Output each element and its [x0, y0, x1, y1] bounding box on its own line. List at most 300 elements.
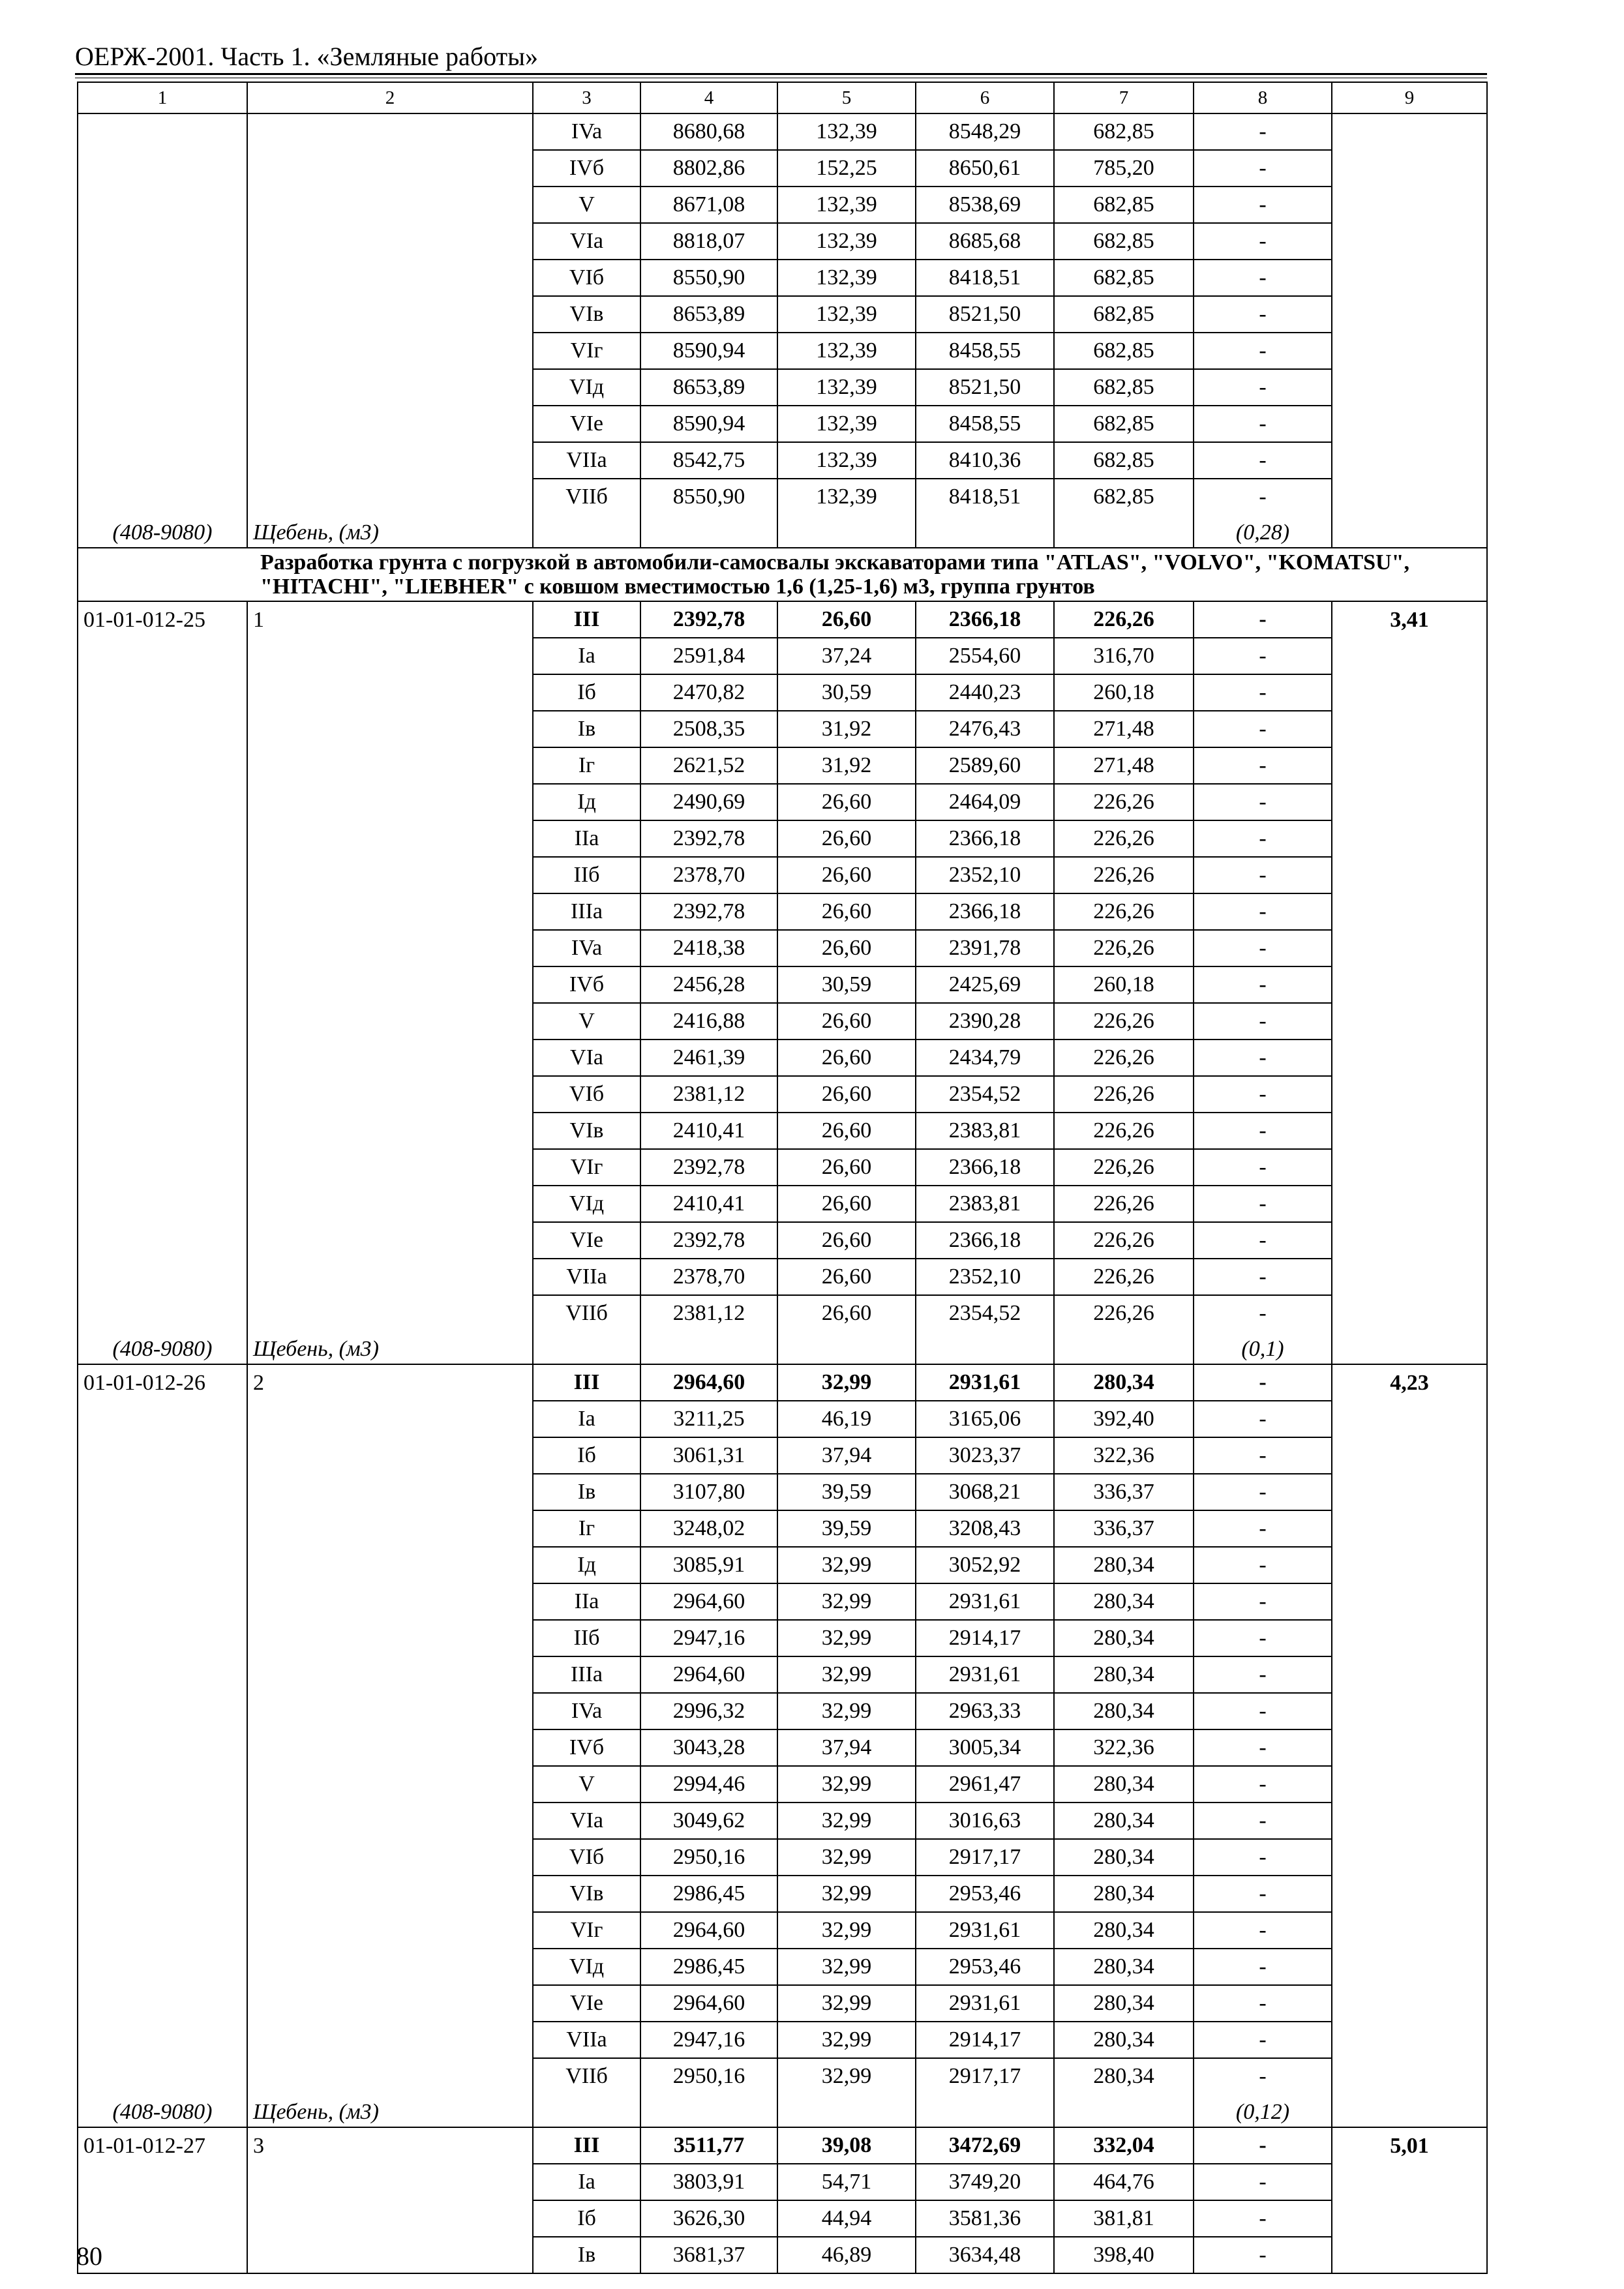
empty-cell [1332, 515, 1487, 548]
empty-cell [247, 2164, 533, 2200]
empty-cell [78, 784, 247, 820]
empty-cell [78, 1656, 247, 1693]
table-cell: 280,34 [1054, 1912, 1194, 1949]
table-cell: 132,39 [777, 260, 916, 296]
empty-cell [916, 515, 1054, 548]
table-cell: 2554,60 [916, 638, 1054, 674]
table-cell: 8550,90 [640, 479, 777, 515]
table-cell: 3085,91 [640, 1547, 777, 1583]
table-cell: 2392,78 [640, 893, 777, 930]
table-cell: 26,60 [777, 1222, 916, 1259]
table-cell: IVб [533, 966, 640, 1003]
table-cell: 54,71 [777, 2164, 916, 2200]
table-cell: Iб [533, 674, 640, 711]
table-cell: 2994,46 [640, 1766, 777, 1803]
empty-cell [640, 1331, 777, 1364]
column-header: 7 [1054, 82, 1194, 113]
column-header: 9 [1332, 82, 1487, 113]
empty-cell [78, 674, 247, 711]
table-cell: 39,59 [777, 1510, 916, 1547]
table-row [78, 1401, 1487, 1437]
item-col9: 5,01 [1332, 2127, 1487, 2164]
table-cell: - [1194, 857, 1332, 893]
table-row [78, 2200, 1487, 2237]
table-row [78, 1186, 1487, 1222]
table-cell: 2964,60 [640, 1583, 777, 1620]
section-title [78, 548, 1487, 601]
table-cell: VIe [533, 1222, 640, 1259]
table-cell: 2947,16 [640, 2022, 777, 2058]
empty-cell [916, 1331, 1054, 1364]
empty-cell [78, 638, 247, 674]
empty-cell [78, 1259, 247, 1295]
table-cell: 132,39 [777, 442, 916, 479]
table-cell: 280,34 [1054, 1839, 1194, 1876]
table-cell: - [1194, 930, 1332, 966]
empty-cell [247, 711, 533, 747]
table-cell: 8458,55 [916, 406, 1054, 442]
table-cell: - [1194, 1693, 1332, 1729]
empty-cell [78, 1222, 247, 1259]
table-row [78, 1729, 1487, 1766]
empty-cell [78, 1510, 247, 1547]
table-row [78, 784, 1487, 820]
table-cell: 32,99 [777, 2022, 916, 2058]
table-cell: - [1194, 223, 1332, 260]
table-cell: 2947,16 [640, 1620, 777, 1656]
table-cell: 2352,10 [916, 1259, 1054, 1295]
table-cell: 8521,50 [916, 296, 1054, 333]
empty-cell [78, 930, 247, 966]
table-cell: 2425,69 [916, 966, 1054, 1003]
table-cell: 37,94 [777, 1729, 916, 1766]
empty-cell [247, 966, 533, 1003]
table-cell: 398,40 [1054, 2237, 1194, 2273]
empty-cell [247, 333, 533, 369]
empty-cell [777, 1331, 916, 1364]
empty-cell [1332, 1839, 1487, 1876]
table-cell: 2953,46 [916, 1876, 1054, 1912]
empty-cell [78, 296, 247, 333]
table-cell: 226,26 [1054, 1222, 1194, 1259]
table-cell: 26,60 [777, 1259, 916, 1295]
empty-cell [1332, 820, 1487, 857]
table-cell: 3068,21 [916, 1474, 1054, 1510]
table-cell: 132,39 [777, 223, 916, 260]
table-cell: 2434,79 [916, 1040, 1054, 1076]
table-cell: 2366,18 [916, 1222, 1054, 1259]
item-value: 2931,61 [916, 1364, 1054, 1401]
table-row [78, 369, 1487, 406]
table-cell: Iб [533, 1437, 640, 1474]
table-cell: 682,85 [1054, 223, 1194, 260]
empty-cell [78, 711, 247, 747]
empty-cell [247, 187, 533, 223]
empty-cell [78, 2058, 247, 2094]
table-cell: Ia [533, 1401, 640, 1437]
table-cell: IVб [533, 1729, 640, 1766]
empty-cell [247, 1401, 533, 1437]
empty-cell [247, 406, 533, 442]
page-number: 80 [76, 2241, 102, 2271]
table-row [78, 1003, 1487, 1040]
table-row [78, 1474, 1487, 1510]
empty-cell [78, 1985, 247, 2022]
table-cell: - [1194, 747, 1332, 784]
table-cell: 260,18 [1054, 966, 1194, 1003]
item-value: 39,08 [777, 2127, 916, 2164]
table-row [78, 187, 1487, 223]
table-cell: 2383,81 [916, 1186, 1054, 1222]
table-cell: 2416,88 [640, 1003, 777, 1040]
table-cell: VIIб [533, 479, 640, 515]
empty-cell [1332, 1620, 1487, 1656]
table-row [78, 1912, 1487, 1949]
item-value: 2366,18 [916, 601, 1054, 638]
table-cell: 280,34 [1054, 1583, 1194, 1620]
empty-cell [78, 1766, 247, 1803]
empty-cell [1332, 1003, 1487, 1040]
empty-cell [247, 674, 533, 711]
empty-cell [247, 1583, 533, 1620]
empty-cell [247, 1222, 533, 1259]
empty-cell [247, 2022, 533, 2058]
empty-cell [1332, 1222, 1487, 1259]
table-cell: 2964,60 [640, 1656, 777, 1693]
table-cell: VIд [533, 1186, 640, 1222]
table-cell: 280,34 [1054, 1876, 1194, 1912]
table-cell: 3208,43 [916, 1510, 1054, 1547]
empty-cell [1332, 1149, 1487, 1186]
item-value: 280,34 [1054, 1364, 1194, 1401]
table-row [78, 1510, 1487, 1547]
table-cell: 31,92 [777, 711, 916, 747]
empty-cell [78, 1474, 247, 1510]
item-value: III [533, 601, 640, 638]
empty-cell [247, 1076, 533, 1113]
table-cell: 8418,51 [916, 479, 1054, 515]
table-cell: VIa [533, 223, 640, 260]
empty-cell [78, 1186, 247, 1222]
table-row [78, 406, 1487, 442]
empty-cell [78, 2164, 247, 2200]
table-cell: 2410,41 [640, 1113, 777, 1149]
table-cell: 32,99 [777, 1766, 916, 1803]
table-cell: - [1194, 1547, 1332, 1583]
table-cell: 3803,91 [640, 2164, 777, 2200]
table-cell: - [1194, 1766, 1332, 1803]
empty-cell [1332, 1656, 1487, 1693]
table-cell: IVa [533, 113, 640, 150]
empty-cell [1332, 1437, 1487, 1474]
table-cell: 46,89 [777, 2237, 916, 2273]
table-cell: 3023,37 [916, 1437, 1054, 1474]
empty-cell [1332, 2200, 1487, 2237]
table-cell: 32,99 [777, 1912, 916, 1949]
table-cell: 226,26 [1054, 930, 1194, 966]
table-cell: 3165,06 [916, 1401, 1054, 1437]
empty-cell [1332, 223, 1487, 260]
empty-cell [1332, 711, 1487, 747]
table-cell: 682,85 [1054, 369, 1194, 406]
empty-cell [78, 2237, 247, 2273]
table-row [78, 1437, 1487, 1474]
table-row [78, 1985, 1487, 2022]
table-cell: 2366,18 [916, 1149, 1054, 1186]
empty-cell [640, 2094, 777, 2127]
empty-cell [1332, 1186, 1487, 1222]
empty-cell [247, 2200, 533, 2237]
table-row [78, 2164, 1487, 2200]
table-cell: 32,99 [777, 1876, 916, 1912]
empty-cell [78, 1912, 247, 1949]
table-cell: 26,60 [777, 1040, 916, 1076]
empty-cell [1332, 1510, 1487, 1547]
table-cell: 226,26 [1054, 1113, 1194, 1149]
item-value: III [533, 1364, 640, 1401]
table-cell: 2591,84 [640, 638, 777, 674]
empty-cell [1332, 1876, 1487, 1912]
table-cell: VIб [533, 1839, 640, 1876]
empty-cell [247, 223, 533, 260]
table-cell: VIд [533, 369, 640, 406]
empty-cell [247, 930, 533, 966]
empty-cell [1332, 369, 1487, 406]
item-value: III [533, 2127, 640, 2164]
table-cell: 2366,18 [916, 893, 1054, 930]
empty-cell [247, 820, 533, 857]
table-cell: 682,85 [1054, 333, 1194, 369]
item-name: 1 [247, 601, 533, 638]
table-row [78, 150, 1487, 187]
material-qty: (0,12) [1194, 2094, 1332, 2127]
empty-cell [78, 1547, 247, 1583]
item-value: - [1194, 1364, 1332, 1401]
empty-cell [247, 1437, 533, 1474]
table-cell: - [1194, 1729, 1332, 1766]
material-name: Щебень, (м3) [247, 1331, 533, 1364]
table-row [78, 260, 1487, 296]
table-cell: - [1194, 260, 1332, 296]
empty-cell [1332, 406, 1487, 442]
empty-cell [1332, 1401, 1487, 1437]
item-value: 32,99 [777, 1364, 916, 1401]
table-cell: 464,76 [1054, 2164, 1194, 2200]
table-cell: IIб [533, 857, 640, 893]
table-cell: 32,99 [777, 2058, 916, 2094]
empty-cell [247, 1040, 533, 1076]
section-title-text: Разработка грунта с погрузкой в автомобили-самосвалы экскаваторами типа "ATLAS", "VOLVO", "KOMATSU", "HITACHI", "LIEBHER" с ковшом вместимостью 1,6 (1,25-1,6) м3, группа грунтов [260, 550, 1409, 599]
table-cell: 2964,60 [640, 1912, 777, 1949]
empty-cell [1332, 2058, 1487, 2094]
empty-cell [78, 1729, 247, 1766]
empty-cell [247, 369, 533, 406]
table-cell: 3052,92 [916, 1547, 1054, 1583]
table-cell: Iд [533, 1547, 640, 1583]
table-cell: IVa [533, 930, 640, 966]
empty-cell [247, 1766, 533, 1803]
table-cell: 226,26 [1054, 893, 1194, 930]
empty-cell [78, 1040, 247, 1076]
table-cell: VIв [533, 1876, 640, 1912]
empty-cell [78, 1003, 247, 1040]
table-cell: 2950,16 [640, 1839, 777, 1876]
table-cell: 132,39 [777, 187, 916, 223]
table-cell: - [1194, 406, 1332, 442]
table-cell: VIa [533, 1040, 640, 1076]
table-cell: - [1194, 1839, 1332, 1876]
empty-cell [1332, 2094, 1487, 2127]
item-name: 2 [247, 1364, 533, 1401]
table-cell: VIIa [533, 1259, 640, 1295]
empty-cell [1332, 1295, 1487, 1331]
table-cell: - [1194, 1040, 1332, 1076]
table-cell: V [533, 1003, 640, 1040]
item-value: 2964,60 [640, 1364, 777, 1401]
table-row [78, 857, 1487, 893]
empty-cell [247, 150, 533, 187]
table-cell: 260,18 [1054, 674, 1194, 711]
table-cell: - [1194, 1620, 1332, 1656]
empty-cell [247, 1729, 533, 1766]
table-cell: - [1194, 187, 1332, 223]
material-name: Щебень, (м3) [247, 515, 533, 548]
column-header: 3 [533, 82, 640, 113]
empty-cell [1332, 2022, 1487, 2058]
empty-cell [1332, 1729, 1487, 1766]
table-cell: 2381,12 [640, 1295, 777, 1331]
table-cell: 32,99 [777, 1693, 916, 1729]
empty-cell [78, 1583, 247, 1620]
table-cell: 132,39 [777, 479, 916, 515]
table-cell: 682,85 [1054, 296, 1194, 333]
table-cell: - [1194, 296, 1332, 333]
table-cell: - [1194, 1003, 1332, 1040]
table-row [78, 711, 1487, 747]
table-row [78, 1656, 1487, 1693]
table-cell: 37,24 [777, 638, 916, 674]
table-cell: 2917,17 [916, 2058, 1054, 2094]
item-main-row [78, 1364, 1487, 1401]
table-row [78, 113, 1487, 150]
table-cell: 2378,70 [640, 857, 777, 893]
table-row [78, 2058, 1487, 2094]
table-cell: 2354,52 [916, 1295, 1054, 1331]
table-cell: 2440,23 [916, 674, 1054, 711]
table-cell: 8458,55 [916, 333, 1054, 369]
table-cell: 2508,35 [640, 711, 777, 747]
table-cell: 32,99 [777, 1803, 916, 1839]
empty-cell [247, 1547, 533, 1583]
table-cell: 32,99 [777, 1547, 916, 1583]
item-value: 3511,77 [640, 2127, 777, 2164]
table-cell: - [1194, 674, 1332, 711]
table-cell: Iв [533, 711, 640, 747]
table-row [78, 2022, 1487, 2058]
table-cell: 280,34 [1054, 1547, 1194, 1583]
table-row [78, 1149, 1487, 1186]
table-row [78, 1766, 1487, 1803]
table-cell: V [533, 1766, 640, 1803]
table-cell: - [1194, 1474, 1332, 1510]
table-cell: - [1194, 711, 1332, 747]
table-cell: 2490,69 [640, 784, 777, 820]
item-value: 226,26 [1054, 601, 1194, 638]
table-row [78, 223, 1487, 260]
empty-cell [1332, 2164, 1487, 2200]
table-row [78, 479, 1487, 515]
table-cell: - [1194, 966, 1332, 1003]
column-header: 1 [78, 82, 247, 113]
table-cell: 336,37 [1054, 1474, 1194, 1510]
empty-cell [78, 2022, 247, 2058]
table-cell: V [533, 187, 640, 223]
table-cell: 280,34 [1054, 2058, 1194, 2094]
empty-cell [1332, 1040, 1487, 1076]
item-col9: 4,23 [1332, 1364, 1487, 1401]
table-cell: 2470,82 [640, 674, 777, 711]
table-cell: 2996,32 [640, 1693, 777, 1729]
table-cell: 2589,60 [916, 747, 1054, 784]
table-cell: 8650,61 [916, 150, 1054, 187]
table-cell: 26,60 [777, 1003, 916, 1040]
empty-cell [247, 1803, 533, 1839]
table-cell: 152,25 [777, 150, 916, 187]
table-cell: 271,48 [1054, 747, 1194, 784]
empty-cell [1332, 966, 1487, 1003]
item-code: 01-01-012-27 [78, 2127, 247, 2164]
table-cell: - [1194, 2164, 1332, 2200]
table-cell: 2931,61 [916, 1912, 1054, 1949]
table-cell: Iб [533, 2200, 640, 2237]
table-cell: 280,34 [1054, 2022, 1194, 2058]
table-cell: 2931,61 [916, 1583, 1054, 1620]
table-cell: 682,85 [1054, 442, 1194, 479]
empty-cell [1332, 857, 1487, 893]
table-cell: 8590,94 [640, 406, 777, 442]
table-cell: 2476,43 [916, 711, 1054, 747]
empty-cell [247, 638, 533, 674]
table-cell: 316,70 [1054, 638, 1194, 674]
table-cell: 2366,18 [916, 820, 1054, 857]
table-cell: VIд [533, 1949, 640, 1985]
column-header: 6 [916, 82, 1054, 113]
table-cell: 2931,61 [916, 1656, 1054, 1693]
empty-cell [533, 515, 640, 548]
empty-cell [247, 893, 533, 930]
table-cell: - [1194, 784, 1332, 820]
table-row [78, 1949, 1487, 1985]
table-cell: 30,59 [777, 966, 916, 1003]
table-cell: 2381,12 [640, 1076, 777, 1113]
empty-cell [78, 187, 247, 223]
table-cell: 280,34 [1054, 1985, 1194, 2022]
table-cell: 8802,86 [640, 150, 777, 187]
table-cell: 8653,89 [640, 296, 777, 333]
empty-cell [1332, 1985, 1487, 2022]
table-cell: 31,92 [777, 747, 916, 784]
page-header: ОЕРЖ-2001. Часть 1. «Земляные работы» [75, 42, 538, 71]
table-cell: 280,34 [1054, 1693, 1194, 1729]
table-cell: 2410,41 [640, 1186, 777, 1222]
table-cell: IIa [533, 1583, 640, 1620]
table-cell: 2461,39 [640, 1040, 777, 1076]
item-col9: 3,41 [1332, 601, 1487, 638]
empty-cell [78, 113, 247, 150]
table-cell: - [1194, 2022, 1332, 2058]
empty-cell [247, 1985, 533, 2022]
table-cell: 226,26 [1054, 1003, 1194, 1040]
